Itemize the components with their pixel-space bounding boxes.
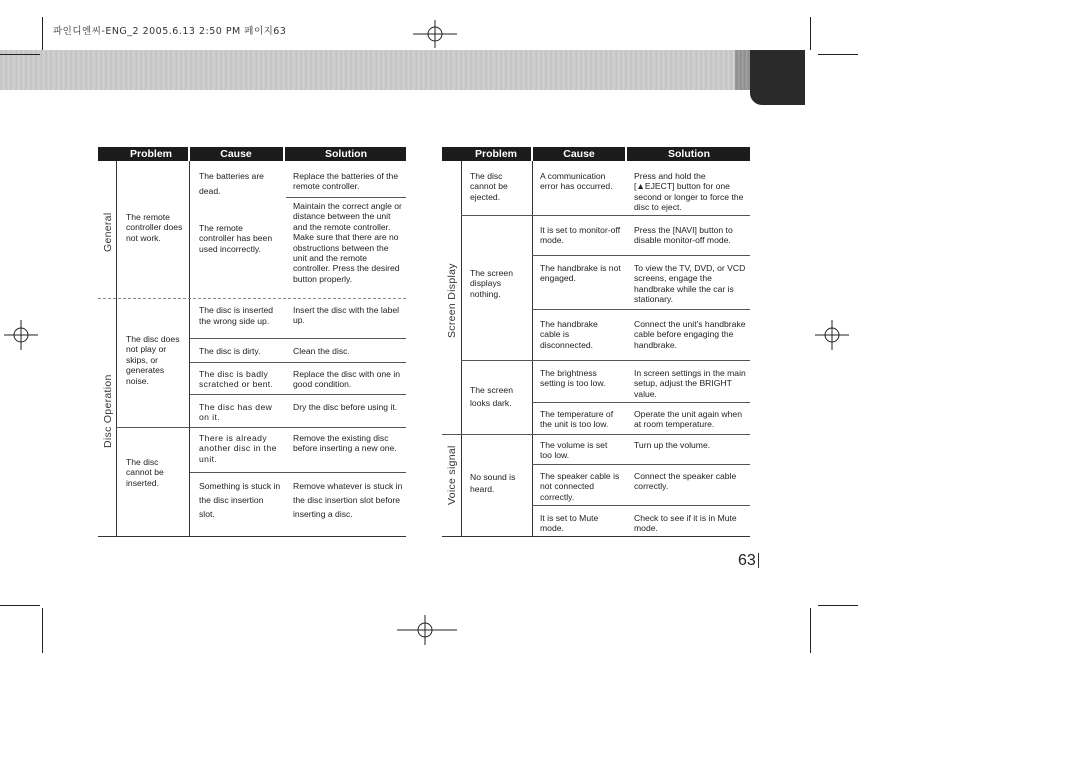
left-header-solution: Solution (325, 148, 367, 160)
left-row-6-solution: Dry the disc before using it. (293, 402, 398, 412)
crop-mark-bottom-right-h (818, 605, 858, 606)
registration-mark-bottom-icon (397, 615, 457, 645)
left-row-2-solution: Maintain the correct angle or distance between the unit and the remote controller. Make sure that there are no obstructions between the unit and the remote controller. Press the desired button properly. (293, 201, 402, 284)
right-row-4-cause: The handbrake cable is disconnected. (540, 319, 598, 350)
page-number: 63 (738, 552, 756, 569)
left-row-3-cause: The disc is inserted the wrong side up. (199, 305, 274, 326)
right-row-7-cause: The volume is set too low. (540, 440, 608, 461)
left-row-7-problem: The disc cannot be inserted. (126, 457, 164, 488)
print-slug: 파인디엔씨-ENG_2 2005.6.13 2:50 PM 페이지63 (53, 26, 287, 37)
right-row-9-cause: It is set to Mute mode. (540, 513, 599, 534)
registration-mark-right-icon (815, 320, 849, 350)
crop-mark-top-left-h (0, 54, 40, 55)
chapter-tab (750, 50, 805, 105)
section-label-general: General (102, 212, 114, 252)
left-row-5-cause: The disc is badly scratched or bent. (199, 369, 274, 390)
right-row-6-solution: Operate the unit again when at room temperature. (634, 409, 742, 430)
left-row-8-solution: Remove whatever is stuck in the disc insertion slot before inserting a disc. (293, 481, 403, 519)
left-row-2-cause: The remote controller has been used incorrectly. (199, 223, 273, 254)
left-row-4-problem: The disc does not play or skips, or generates noise. (126, 334, 180, 386)
header-band (0, 50, 740, 90)
right-header-cause: Cause (563, 148, 595, 160)
section-label-screen-display: Screen Display (446, 263, 458, 338)
right-row-8-solution: Connect the speaker cable correctly. (634, 471, 737, 492)
left-row-2-problem: The remote controller does not work. (126, 212, 183, 243)
left-row-6-cause: The disc has dew on it. (199, 402, 273, 423)
left-row-5-solution: Replace the disc with one in good condition. (293, 369, 401, 390)
crop-mark-bottom-left-h (0, 605, 40, 606)
right-row-6-cause: The temperature of the unit is too low. (540, 409, 614, 430)
right-row-2-cause: It is set to monitor-off mode. (540, 225, 621, 246)
right-row-3-cause: The handbrake is not engaged. (540, 263, 621, 284)
right-header-solution: Solution (668, 148, 710, 160)
right-row-8-cause: The speaker cable is not connected correctly. (540, 471, 620, 502)
page-number-rule (758, 553, 759, 568)
right-row-1-problem: The disc cannot be ejected. (470, 171, 508, 202)
right-row-4-solution: Connect the unit's handbrake cable before engaging the handbrake. (634, 319, 746, 350)
right-row-7-solution: Turn up the volume. (634, 440, 711, 450)
left-row-3-solution: Insert the disc with the label up. (293, 305, 400, 326)
crop-mark-top-left (42, 17, 43, 50)
section-label-voice-signal: Voice signal (446, 445, 458, 505)
right-row-8-problem: No sound is heard. (470, 472, 516, 494)
right-row-9-solution: Check to see if it is in Mute mode. (634, 513, 737, 534)
right-row-3-solution: To view the TV, DVD, or VCD screens, engage the handbrake while the car is stationary. (634, 263, 746, 305)
left-row-4-cause: The disc is dirty. (199, 346, 261, 356)
right-row-5-cause: The brightness setting is too low. (540, 368, 606, 389)
right-row-5-problem: The screen looks dark. (470, 385, 513, 408)
section-label-disc-operation: Disc Operation (102, 374, 114, 448)
right-row-3-problem: The screen displays nothing. (470, 268, 513, 299)
left-header-cause: Cause (220, 148, 252, 160)
left-row-4-solution: Clean the disc. (293, 346, 350, 356)
left-row-8-cause: Something is stuck in the disc insertion slot. (199, 481, 281, 519)
right-row-2-solution: Press the [NAVI] button to disable monitor-off mode. (634, 225, 733, 246)
crop-mark-bottom-left (42, 608, 43, 653)
registration-mark-left-icon (4, 320, 38, 350)
right-row-1-cause: A communication error has occurred. (540, 171, 613, 192)
crop-mark-top-right (810, 17, 811, 50)
right-header-problem: Problem (474, 148, 517, 160)
left-row-1-cause: The batteries are dead. (199, 171, 264, 196)
crop-mark-bottom-right (810, 608, 811, 653)
crop-mark-top-right-h (818, 54, 858, 55)
left-header-problem: Problem (129, 148, 172, 160)
right-row-1-solution: Press and hold the [▲EJECT] button for one second or longer to force the disc to eject. (634, 171, 744, 213)
left-row-1-solution: Replace the batteries of the remote controller. (293, 171, 399, 192)
right-row-5-solution: In screen settings in the main setup, adjust the BRIGHT value. (634, 368, 746, 399)
left-row-7-solution: Remove the existing disc before inserting a new one. (293, 433, 397, 454)
left-row-7-cause: There is already another disc in the unit. (199, 433, 277, 464)
registration-mark-top-icon (413, 20, 457, 48)
header-band-edge (735, 50, 750, 90)
